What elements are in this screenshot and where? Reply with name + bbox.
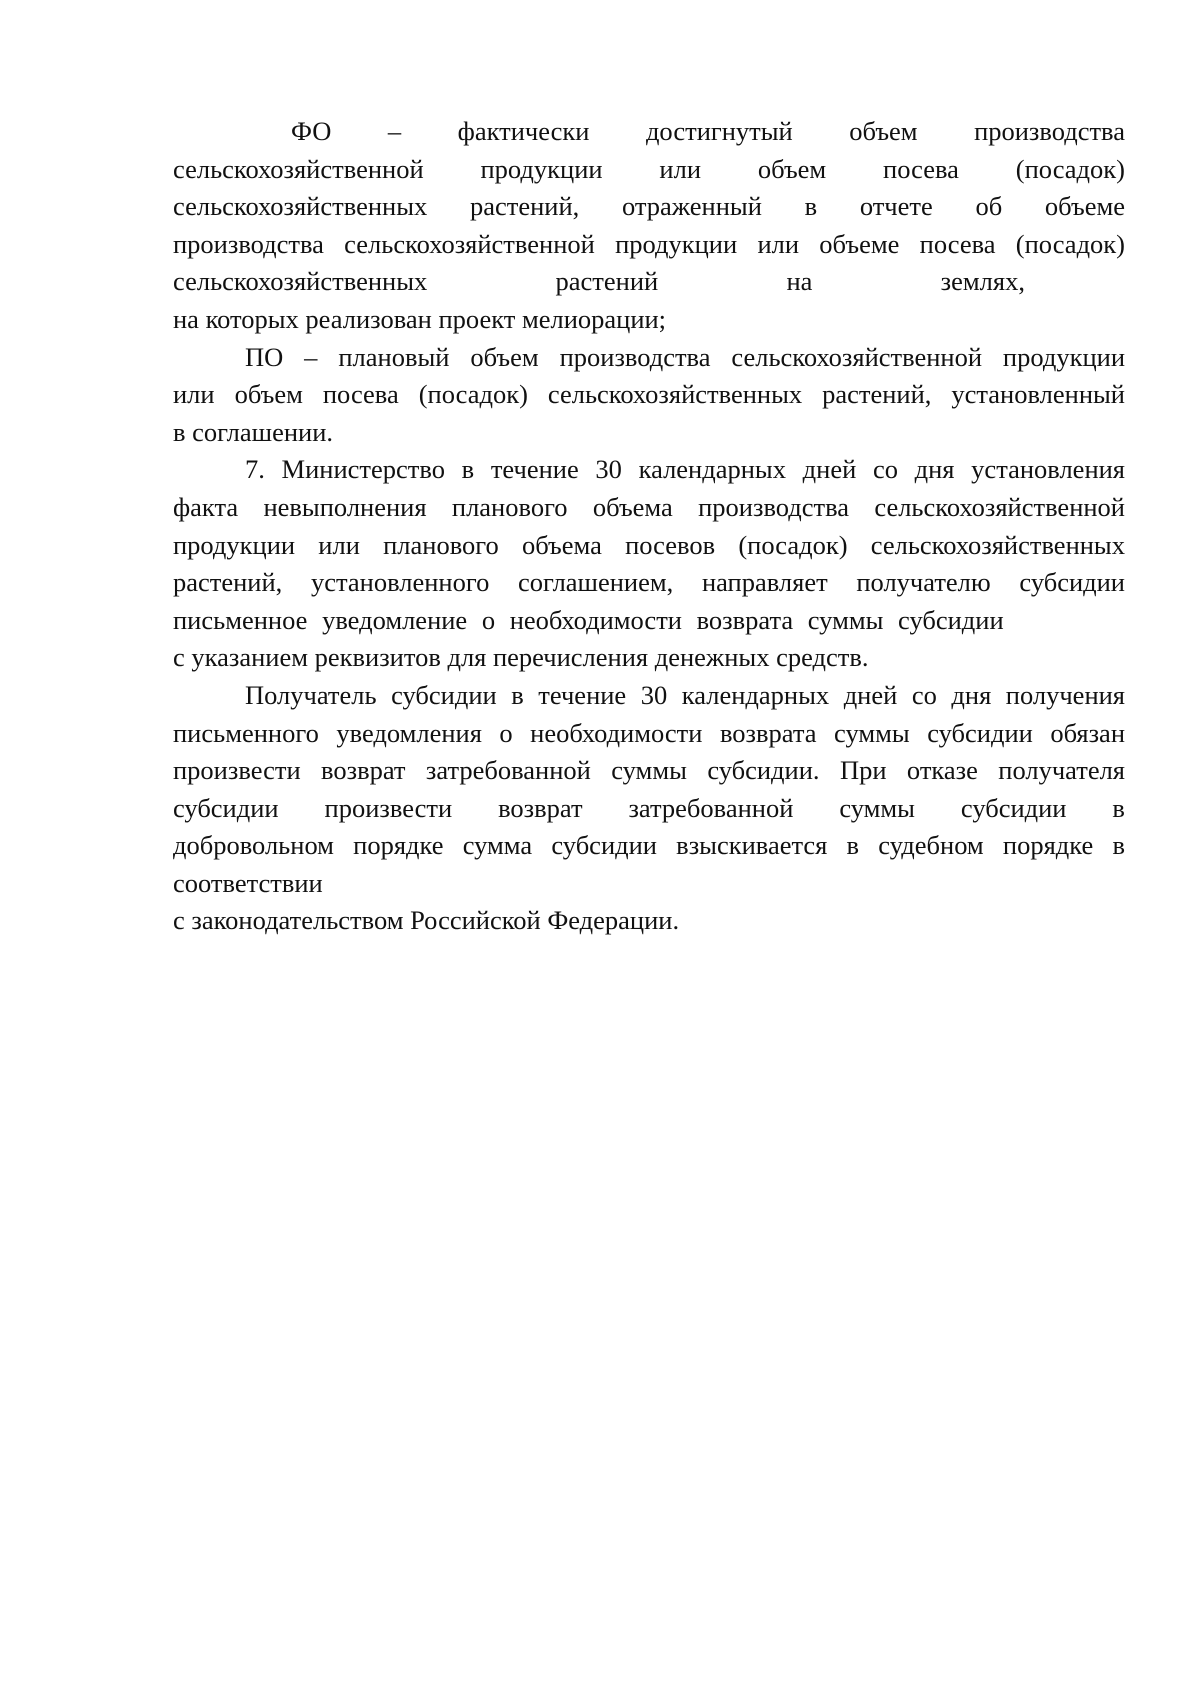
- fo-definition-line-3: [173, 188, 1125, 226]
- fo-definition-line-6: на которых реализован проект мелиорации;: [173, 303, 667, 334]
- fo-word: об: [975, 191, 1003, 222]
- recipient-paragraph-line-5: добровольном порядке сумма субсидии взыскивается в судебном порядке в: [173, 830, 1125, 861]
- paragraph-7-line-4: растений, установленного соглашением, направляет получателю субсидии: [173, 567, 1125, 598]
- fo-definition-line-4: производства сельскохозяйственной продукции или объеме посева (посадок): [173, 228, 1125, 259]
- recipient-word: в: [1112, 792, 1125, 823]
- fo-word: сельскохозяйственных: [173, 191, 428, 222]
- fo-word: объем: [757, 153, 827, 184]
- po-definition-line-3: в соглашении.: [173, 416, 333, 447]
- recipient-paragraph-line-3: произвести возврат затребованной суммы субсидии. При отказе получателя: [173, 755, 1125, 786]
- fo-word: продукции: [480, 153, 603, 184]
- po-definition-line-2: или объем посева (посадок) сельскохозяйственных растений, установленный: [173, 379, 1125, 410]
- recipient-word: суммы: [839, 792, 915, 823]
- fo-word: ФО: [291, 116, 332, 146]
- recipient-paragraph-line-4: [173, 790, 1125, 828]
- recipient-paragraph-line-1: Получатель субсидии в течение 30 календарных дней со дня получения: [245, 679, 1125, 710]
- fo-word: достигнутый: [645, 116, 793, 146]
- fo-word: растений: [555, 266, 659, 297]
- fo-definition-line-1: [173, 113, 1125, 151]
- fo-word: на: [786, 266, 813, 297]
- recipient-word: субсидии: [173, 792, 279, 823]
- fo-word: отраженный: [621, 191, 762, 222]
- recipient-paragraph-line-7: с законодательством Российской Федерации.: [173, 905, 680, 936]
- fo-definition-line-2: [173, 151, 1125, 189]
- paragraph-7-line-5: письменное уведомление о необходимости возврата суммы субсидии: [173, 604, 1004, 635]
- fo-word: в: [804, 191, 818, 222]
- fo-word: сельскохозяйственных: [173, 266, 428, 297]
- recipient-paragraph-line-2: письменного уведомления о необходимости возврата суммы субсидии обязан: [173, 717, 1125, 748]
- recipient-word: произвести: [324, 792, 453, 823]
- fo-word: объеме: [1044, 191, 1125, 222]
- recipient-paragraph-line-6: соответствии: [173, 867, 323, 898]
- paragraph-7-line-3: продукции или планового объема посевов (посадок) сельскохозяйственных: [173, 529, 1125, 560]
- fo-word: объем: [849, 116, 918, 146]
- fo-word: фактически: [457, 116, 590, 146]
- recipient-word: возврат: [498, 792, 583, 823]
- fo-word: производства: [974, 116, 1125, 146]
- recipient-word: субсидии: [960, 792, 1067, 823]
- fo-definition-line-5: [173, 263, 1125, 301]
- fo-word: сельскохозяйственной: [173, 153, 424, 184]
- document-page: [173, 113, 1125, 940]
- fo-word: посева: [883, 153, 959, 184]
- fo-word: землях,: [940, 266, 1025, 297]
- paragraph-7-line-1: 7. Министерство в течение 30 календарных дней со дня установления: [245, 454, 1125, 485]
- paragraph-7-line-2: факта невыполнения планового объема производства сельскохозяйственной: [173, 491, 1125, 522]
- fo-word: отчете: [859, 191, 933, 222]
- po-definition-line-1: ПО – плановый объем производства сельскохозяйственной продукции: [245, 341, 1125, 372]
- recipient-word: затребованной: [628, 792, 794, 823]
- paragraph-7-line-6: с указанием реквизитов для перечисления денежных средств.: [173, 642, 869, 673]
- fo-word: –: [387, 116, 402, 146]
- fo-word: (посадок): [1015, 153, 1125, 184]
- fo-word: или: [659, 153, 702, 184]
- fo-word: растений,: [469, 191, 580, 222]
